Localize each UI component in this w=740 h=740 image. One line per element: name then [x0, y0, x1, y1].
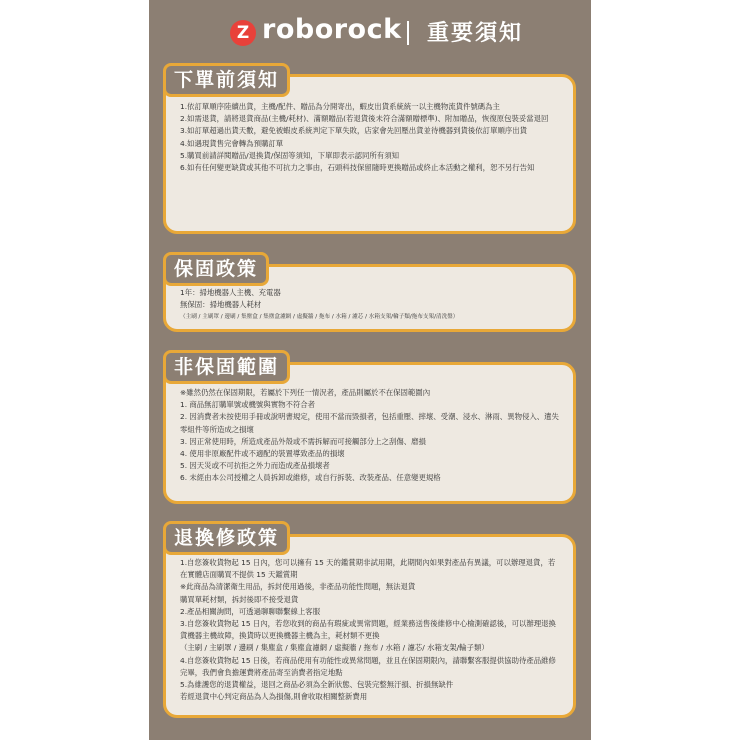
list-item: ※此商品為清潔衛生用品，拆封使用過後，非產品功能性問題，無法退貨	[180, 582, 416, 592]
list-item: 4.如遇現貨售完會轉為預購訂單	[180, 138, 284, 148]
list-item: 若經退貨中心判定商品為人為損傷,則會收取相關整新費用	[180, 692, 368, 702]
list-item: 4. 使用非原廠配件或不適配的裝置導致產品的損壞	[180, 449, 345, 459]
list-item: （主刷 / 主刷罩 / 邊刷 / 集塵盒 / 集塵盒濾網 / 虛擬牆 / 拖布 / 水箱 / 濾芯/ 水箱支架/輪子類）	[180, 643, 489, 653]
list-item: 無保固：掃地機器人耗材	[180, 300, 262, 310]
list-item: 5.購買前請詳閱贈品/退換貨/保固等須知，下單即表示認同所有須知	[180, 150, 399, 160]
list-item: 1.依訂單順序陸續出貨，主機/配件、贈品為分開寄出，蝦皮出貨系統統一以主機物流貨件號碼為主	[180, 102, 500, 111]
list-item: 3. 因正常使用時，所造成產品外殼或不需拆解而可接觸部分上之刮傷、磨損	[180, 436, 426, 446]
section-title: 退換修政策	[163, 521, 290, 555]
list-item: 2. 因消費者未按使用手冊或說明書規定，使用不當而毀損者，包括重壓、摔壞、受潮、浸水、淋雨、異物侵入、遺失零組件等所造成之損壞	[180, 412, 559, 434]
list-item: 6.如有任何變更缺貨或其他不可抗力之事由，石頭科技保留隨時更換贈品或終止本活動之權利，恕不另行告知	[180, 163, 535, 173]
section-title: 非保固範圍	[163, 350, 290, 384]
list-item: 4.自您簽收貨物起 15 日後，若商品使用有功能性或異常問題，並且在保固期限內，請聯繫客服提供協助待產品維修完畢，我們會負擔運費將產品寄至消費者指定地點	[180, 655, 556, 677]
list-item: 1年：掃地機器人主機、充電器	[180, 288, 281, 297]
list-item: 2.如需退貨，請將退貨商品(主機/耗材)、滿額贈品(若退貨後未符合滿額贈標準)、附加贈品，恢復原包裝妥當退回	[180, 114, 549, 124]
list-item: 6. 未經由本公司授權之人員拆卸或維修，或自行拆裝、改裝產品、任意變更規格	[180, 473, 441, 483]
list-item: 2.產品相關詢問，可透過聊聊聯繫線上客服	[180, 606, 321, 616]
notice-panel	[149, 0, 591, 740]
section-return-repair	[163, 534, 576, 718]
roborock-logo-icon: Z	[230, 20, 256, 46]
list-item: 3.自您簽收貨物起 15 日內，若您收到的商品有瑕疵或異常問題，經業務送售後維修中心檢測確認後，可以辦理退換貨機器主機故障，換貨時以更換機器主機為主，耗材類不更換	[180, 619, 556, 641]
list-item: （主刷 / 主刷罩 / 邊刷 / 集塵盒 / 集塵盒濾網 / 虛擬牆 / 拖布 / 水箱 / 濾芯 / 水箱支架/輪子類/拖布支架/清洗盤）	[180, 314, 459, 321]
list-item: 5.為維護您的退貨權益，退回之商品必須為全新狀態、包裝完整無汙損、折損無缺件	[180, 680, 454, 690]
brand-logo-text: roborock	[262, 14, 402, 45]
list-item: 5. 因天災或不可抗拒之外力而造成產品損壞者	[180, 461, 330, 471]
list-item: 購買單耗材類，拆封後即不接受退貨	[180, 594, 299, 604]
list-item: ※雖然仍然在保固期限，若屬於下列任一情況者，產品則屬於不在保固範圍內	[180, 388, 431, 397]
section-body	[180, 557, 559, 703]
section-order-notice	[163, 74, 576, 234]
list-item: 3.如訂單超過出貨天數，避免被蝦皮系統判定下單失敗，店家會先回壓出貨並待機器到貨後依訂單順序出貨	[180, 126, 528, 136]
list-item: 1.自您簽收貨物起 15 日內，您可以擁有 15 天的鑑賞期非試用期，此期間內如果對產品有異議，可以辦理退貨，若在實體店面購買不提供 15 天鑑賞期	[180, 558, 556, 580]
section-body	[180, 287, 559, 324]
header-divider	[407, 21, 409, 45]
list-item: 1. 商品無訂購單號或機號與實物不符合者	[180, 400, 316, 410]
section-body	[180, 387, 559, 485]
header	[149, 0, 591, 62]
page-title: 重要須知	[427, 21, 524, 46]
section-title: 保固政策	[163, 252, 269, 286]
section-body	[180, 101, 559, 174]
section-title: 下單前須知	[163, 63, 290, 97]
